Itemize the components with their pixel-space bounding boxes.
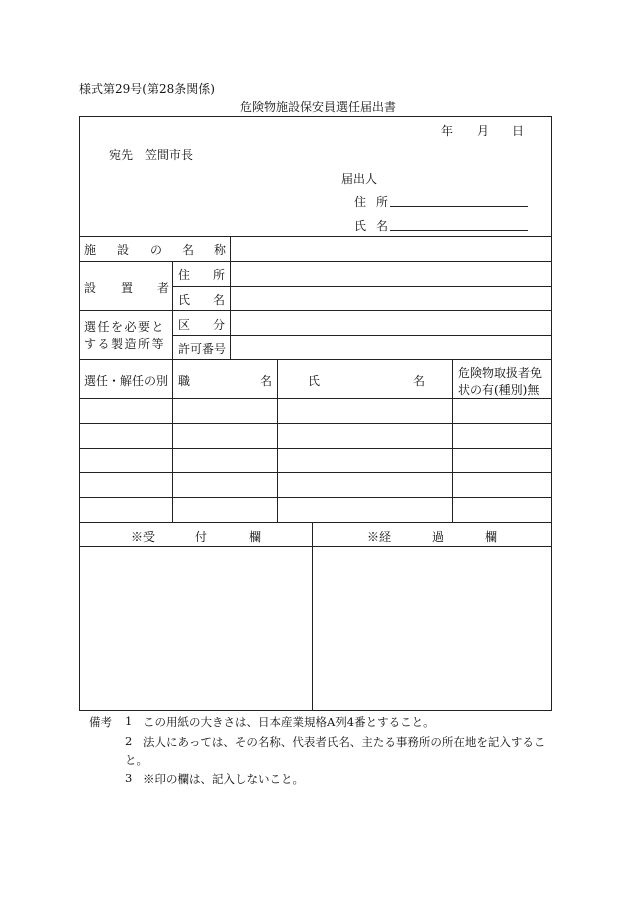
year-label: 年: [441, 124, 454, 138]
form-title: 危険物施設保安員選任届出書: [240, 100, 397, 114]
permit-number-label: 許可番号: [178, 342, 227, 356]
col-appoint-dismiss: 選任・解任の別: [84, 374, 169, 388]
form-number: 様式第29号(第28条関係): [79, 82, 215, 96]
notes-label: 備考: [89, 715, 112, 729]
addressee: 宛先 笠間市長: [109, 148, 194, 162]
note-1-number: 1: [125, 714, 133, 728]
note-2-number: 2: [125, 734, 133, 748]
note-2-text: 法人にあっては、その名称、代表者氏名、主たる事務所の所在地を記入するこ: [143, 735, 546, 749]
address-underline: [390, 206, 528, 207]
day-label: 日: [512, 124, 525, 138]
name-underline: [390, 230, 528, 231]
month-label: 月: [477, 124, 490, 138]
note-2-continuation: と。: [125, 753, 148, 767]
notifier-label: 届出人: [341, 172, 378, 186]
note-3-number: 3: [125, 771, 133, 785]
note-3-text: ※印の欄は、記入しないこと。: [143, 772, 304, 786]
note-1-text: この用紙の大きさは、日本産業規格A列4番とすること。: [143, 715, 435, 729]
